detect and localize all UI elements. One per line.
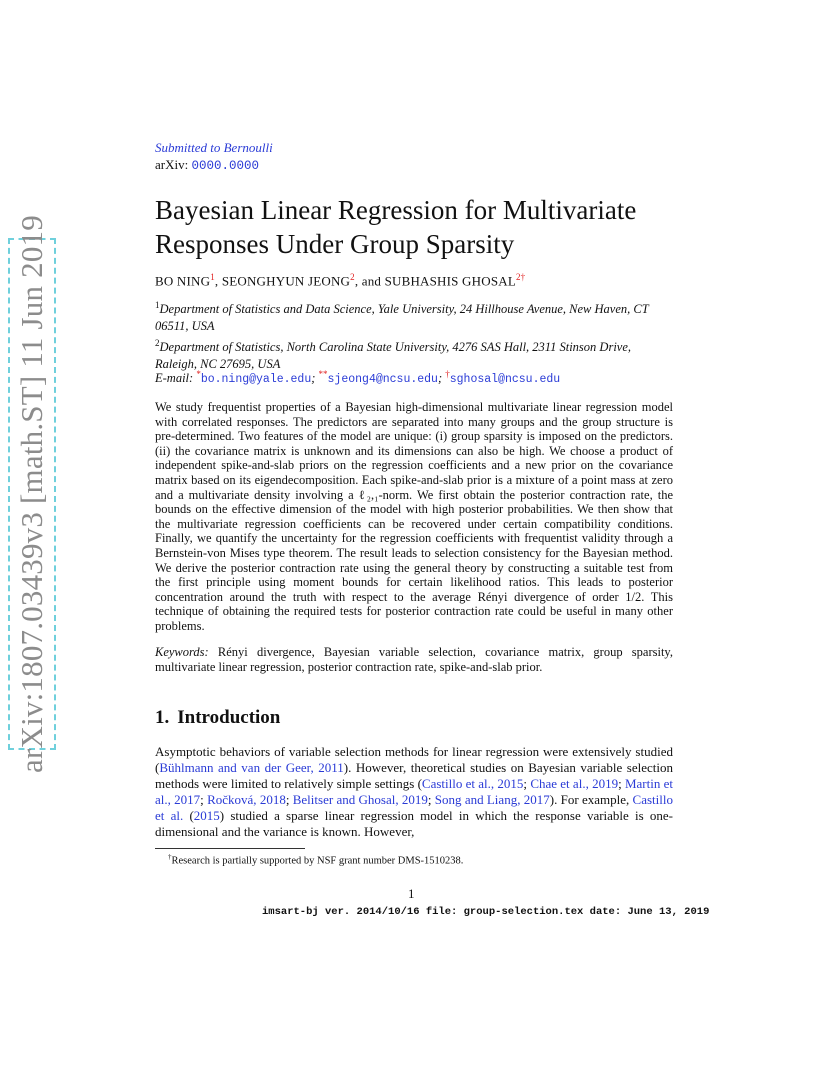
citation-link[interactable]: Martin et al., 2017 [155,776,673,807]
author-2: SEONGHYUN JEONG [221,273,351,289]
citation-link[interactable]: Castillo et al. [155,792,673,823]
abstract: We study frequentist properties of a Bayesian high-dimensional multivariate linear regression model with correlated responses. The predictors are separated into many groups and the group structure is pre-determined. Two features of the model are unique: (i) group sparsity is imposed on the predictors. (ii) the covariance matrix is unknown and its dimensions can also be high. We choose a product of independent spike-and-slab priors on the regression coefficients and a new prior on the covariance matrix based on its eigendecomposition. Each spike-and-slab prior is a mixture of a point mass at zero and a multivariate density involving a ℓ₂,₁-norm. We first obtain the posterior contraction rate, the bounds on the effective dimension of the model with high posterior probabilities. We then show that the multivariate regression coefficients can be recovered under certain compatibility conditions. Finally, we quantify the uncertainty for the regression coefficients with frequentist validity through a Bernstein-von Mises type theorem. The result leads to selection consistency for the Bayesian method. We derive the posterior contraction rate using the general theory by constructing a suitable test from the first principle using moment bounds for certain likelihood ratios. This leads to posterior concentration around the truth with respect to the average Rényi divergence of order 1/2. This technique of obtaining the required tests for posterior contraction rate could be useful in many other problems. [155,400,673,633]
imsart-footer: imsart-bj ver. 2014/10/16 file: group-selection.tex date: June 13, 2019 [262,906,710,918]
citation-link[interactable]: Song and Liang, 2017 [434,792,550,807]
citation-link[interactable]: 2015 [193,808,220,823]
citation-separator: ; [200,792,208,807]
intro-text: ). For example, [549,792,633,807]
author-3-affil-mark[interactable]: 2† [515,272,526,282]
affiliation-1-number: 1 [155,300,160,310]
section-number: 1. [155,707,170,728]
author-separator: , [214,273,222,289]
email-line [155,366,675,388]
intro-text: ( [183,808,194,823]
email-3-link[interactable]: sghosal@ncsu.edu [449,373,561,387]
intro-text: ). However, theoretical studies on Bayesian variable selection methods were limited to relatively simple settings ( [155,760,673,791]
section-heading [155,707,288,729]
citation-link[interactable]: Belitser and Ghosal, 2019 [292,792,428,807]
footnote-text: Research is partially supported by NSF grant number DMS-1510238. [171,855,464,867]
citation-link[interactable]: Bühlmann and van der Geer, 2011 [159,760,344,775]
author-3: SUBHASHIS GHOSAL [384,273,516,289]
section-title: Introduction [177,707,281,728]
citation-separator: ; [523,776,531,791]
keywords-text: Rényi divergence, Bayesian variable selection, covariance matrix, group sparsity, multivariate linear regression, posterior contraction rate, spike-and-slab prior. [155,645,673,674]
intro-text: Asymptotic behaviors of variable selection methods for linear regression were extensively studied ( [155,744,673,775]
affiliation-1-text: Department of Statistics and Data Science, Yale University, 24 Hillhouse Avenue, New Haven, CT 06511, USA [155,302,649,334]
author-1: BO NING [155,273,211,289]
citation-link[interactable]: Chae et al., 2019 [530,776,619,791]
email-label: E-mail: [155,371,197,386]
footnote [168,853,463,867]
keywords [155,645,673,675]
journal-link[interactable]: Submitted to Bernoulli [155,140,273,155]
paper-title: Bayesian Linear Regression for Multivariate Responses Under Group Sparsity [155,195,637,259]
intro-text: ) studied a sparse linear regression model in which the response variable is one-dimensional and the variance is known. However, [155,808,674,839]
email-2-link[interactable]: sjeong4@ncsu.edu [327,373,438,387]
citation-separator: ; [285,792,293,807]
email-separator: ; [311,371,319,386]
arxiv-id [155,157,259,173]
arxiv-stamp-text: arXiv:1807.03439v3 [math.ST] 11 Jun 2019 [14,215,49,773]
citation-separator: ; [427,792,435,807]
author-separator: , and [354,273,385,289]
email-3-mark: † [445,369,450,379]
footnote-rule [155,848,305,849]
citation-separator: ; [618,776,625,791]
page-number: 1 [408,886,415,901]
author-2-affil-mark[interactable]: 2 [350,272,355,282]
citation-link[interactable]: Ročková, 2018 [207,792,286,807]
affiliation-2-number: 2 [155,338,160,348]
email-1-link[interactable]: bo.ning@yale.edu [200,373,312,387]
author-list [155,272,525,289]
affiliation-1 [155,297,675,335]
arxiv-number-link[interactable]: 0000.0000 [191,159,259,173]
citation-link[interactable]: Castillo et al., 2015 [421,776,524,791]
email-separator: ; [437,371,446,386]
keywords-label: Keywords: [155,645,209,659]
arxiv-sidebar-stamp [8,215,56,773]
author-1-affil-mark[interactable]: 1 [210,272,215,282]
affiliation-2-text: Department of Statistics, North Carolina State University, 4276 SAS Hall, 2311 Stinson Drive, Raleigh, NC 27695, USA [155,340,632,372]
footnote-mark: † [168,853,172,861]
arxiv-label: arXiv: [155,157,189,172]
email-2-mark: ** [318,369,328,379]
email-1-mark: * [196,369,201,379]
intro-paragraph [155,744,673,840]
